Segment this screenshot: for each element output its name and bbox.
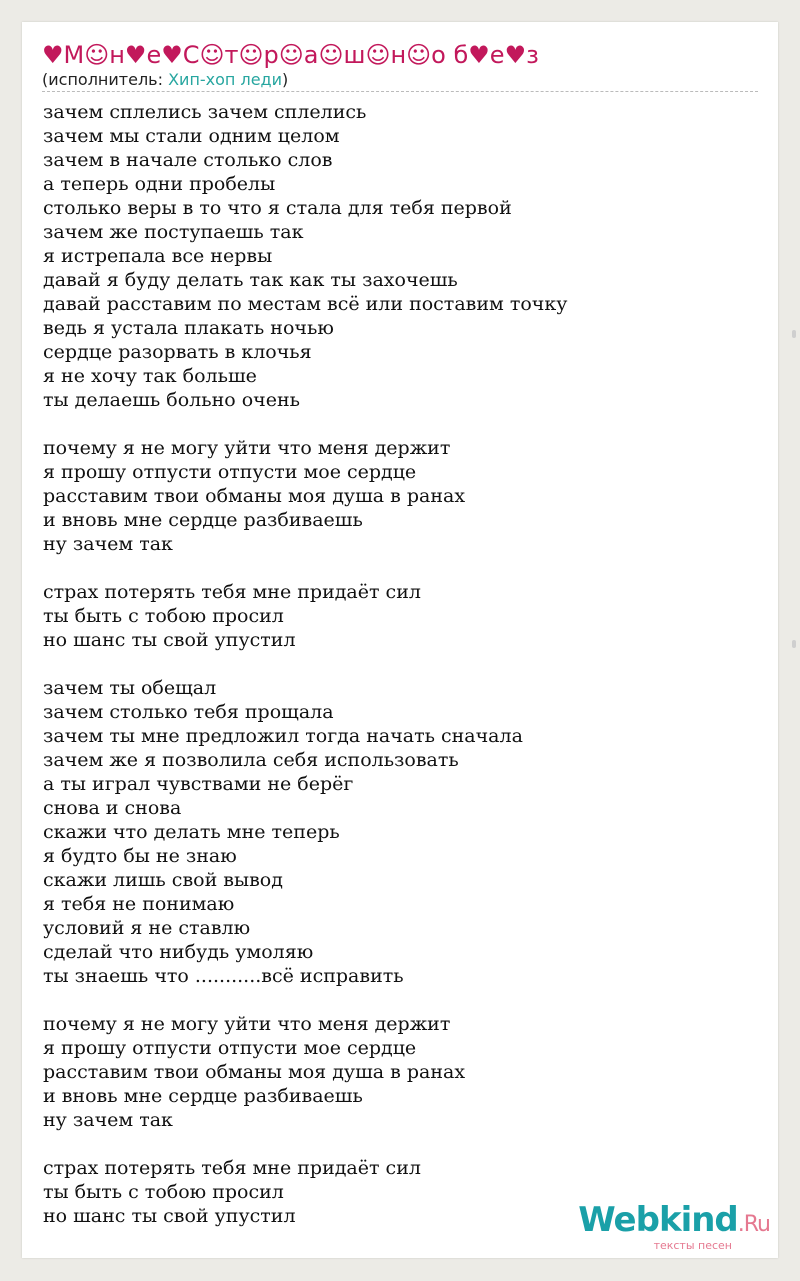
lyric-line: зачем ты обещал — [43, 677, 217, 699]
edge-mark — [792, 640, 796, 648]
lyric-line: ну зачем так — [43, 533, 173, 555]
lyrics-stanza — [43, 100, 758, 412]
lyric-line: зачем в начале столько слов — [43, 149, 333, 171]
lyric-line: скажи что делать мне теперь — [43, 821, 340, 843]
lyric-line: почему я не могу уйти что меня держит — [43, 437, 451, 459]
lyric-line: я будто бы не знаю — [43, 845, 237, 867]
lyric-line: зачем ты мне предложил тогда начать сначала — [43, 725, 523, 747]
lyric-line: ты быть с тобою просил — [43, 1181, 284, 1203]
lyric-line: и вновь мне сердце разбиваешь — [43, 509, 363, 531]
site-logo[interactable] — [578, 1202, 770, 1252]
logo-name: Webkind — [578, 1200, 738, 1240]
lyric-line: зачем мы стали одним целом — [43, 125, 340, 147]
lyric-line: а ты играл чувствами не берёг — [43, 773, 354, 795]
lyric-line: столько веры в то что я стала для тебя первой — [43, 197, 512, 219]
edge-mark — [792, 330, 796, 338]
lyric-line: зачем же поступаешь так — [43, 221, 304, 243]
lyric-line: зачем же я позволила себя использовать — [43, 749, 459, 771]
artist-link[interactable]: Хип-хоп леди — [168, 70, 283, 89]
lyrics-body — [43, 100, 758, 1252]
lyric-line: а теперь одни пробелы — [43, 173, 276, 195]
lyric-line: снова и снова — [43, 797, 182, 819]
lyric-line: ну зачем так — [43, 1109, 173, 1131]
lyric-line: зачем сплелись зачем сплелись — [43, 101, 367, 123]
lyric-line: давай расставим по местам всё или поставим точку — [43, 293, 568, 315]
lyric-line: условий я не ставлю — [43, 917, 251, 939]
lyric-line: ведь я устала плакать ночью — [43, 317, 334, 339]
lyric-line: расставим твои обманы моя душа в ранах — [43, 485, 466, 507]
artist-suffix: ) — [282, 70, 289, 89]
lyric-line: но шанс ты свой упустил — [43, 629, 296, 651]
artist-line — [42, 70, 288, 90]
lyrics-stanza — [43, 580, 758, 652]
lyric-line: я прошу отпусти отпусти мое сердце — [43, 1037, 417, 1059]
song-title: ♥М☺н♥е♥С☺т☺р☺а☺ш☺н☺о б♥е♥з — [42, 41, 539, 69]
title-divider — [42, 91, 758, 92]
lyric-line: я прошу отпусти отпусти мое сердце — [43, 461, 417, 483]
lyric-line: расставим твои обманы моя душа в ранах — [43, 1061, 466, 1083]
lyric-line: сделай что нибудь умоляю — [43, 941, 314, 963]
logo-tagline: тексты песен — [653, 1239, 732, 1252]
logo-tld: .Ru — [737, 1212, 770, 1237]
lyric-line: ты быть с тобою просил — [43, 605, 284, 627]
lyric-line: давай я буду делать так как ты захочешь — [43, 269, 458, 291]
lyric-line: почему я не могу уйти что меня держит — [43, 1013, 451, 1035]
lyric-line: ты делаешь больно очень — [43, 389, 300, 411]
lyrics-card — [22, 22, 778, 1258]
lyrics-stanza — [43, 676, 758, 988]
lyric-line: скажи лишь свой вывод — [43, 869, 283, 891]
lyrics-stanza — [43, 1012, 758, 1132]
lyric-line: но шанс ты свой упустил — [43, 1205, 296, 1227]
lyric-line: страх потерять тебя мне придаёт сил — [43, 1157, 421, 1179]
artist-prefix: (исполнитель: — [42, 70, 169, 89]
lyric-line: я истрепала все нервы — [43, 245, 273, 267]
lyric-line: сердце разорвать в клочья — [43, 341, 312, 363]
lyric-line: страх потерять тебя мне придаёт сил — [43, 581, 421, 603]
lyric-line: ты знаешь что ...........всё исправить — [43, 965, 404, 987]
lyric-line: я тебя не понимаю — [43, 893, 235, 915]
lyrics-stanza — [43, 436, 758, 556]
lyric-line: зачем столько тебя прощала — [43, 701, 334, 723]
lyric-line: я не хочу так больше — [43, 365, 257, 387]
lyric-line: и вновь мне сердце разбиваешь — [43, 1085, 363, 1107]
